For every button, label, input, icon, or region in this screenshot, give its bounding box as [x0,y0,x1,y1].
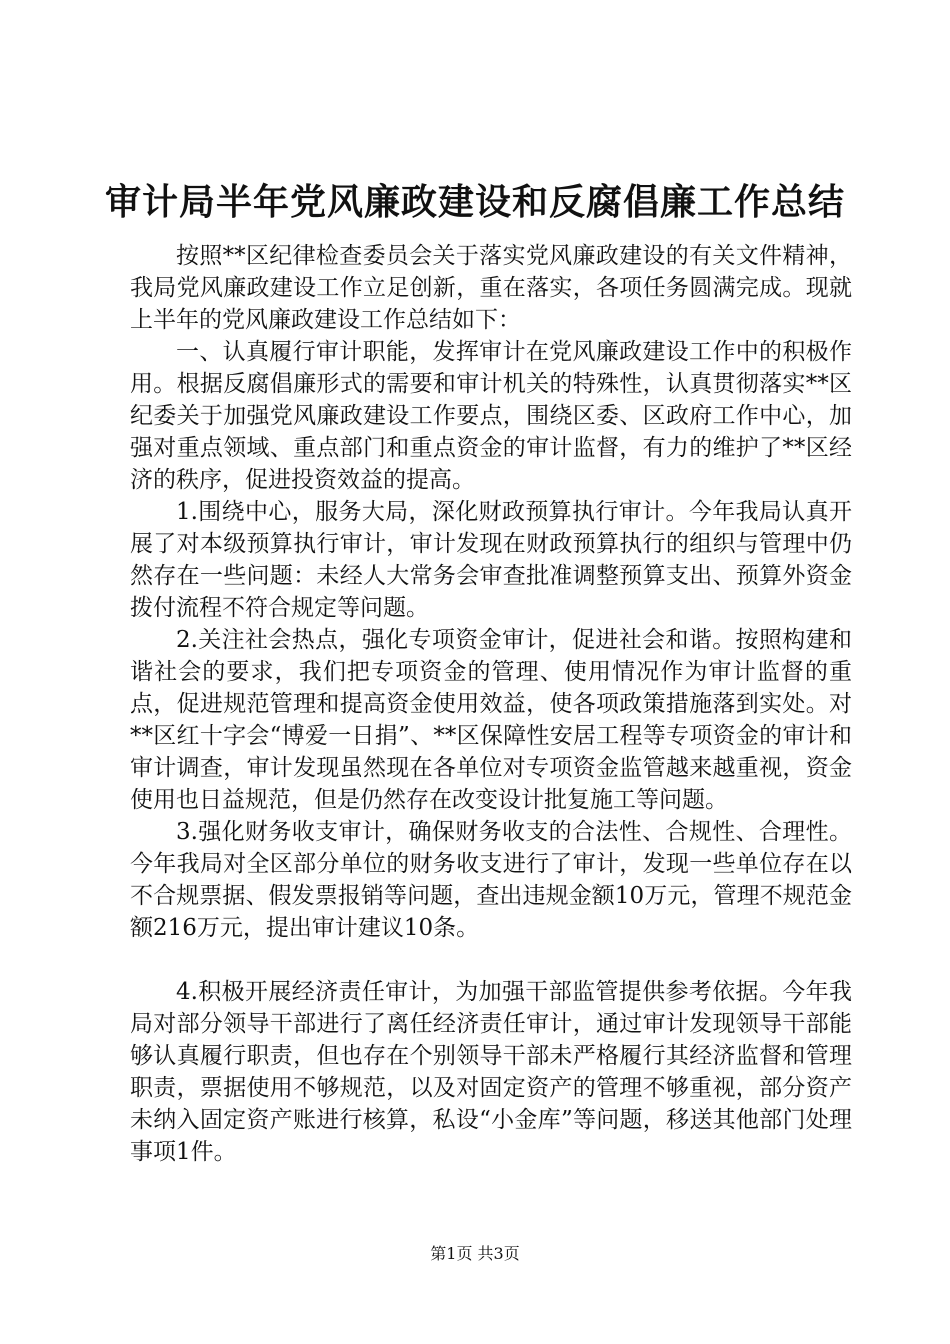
page-number-footer: 第1页 共3页 [430,1244,520,1263]
paragraph-item-2: 2.关注社会热点，强化专项资金审计，促进社会和谐。按照构建和谐社会的要求，我们把专项资金的管理、使用情况作为审计监督的重点，促进规范管理和提高资金使用效益，使各项政策措施落到实处。对**区红十字会“博爱一日捐”、**区保障性安居工程等专项资金的审计和审计调查，审计发现虽然现在各单位对专项资金监管越来越重视，资金使用也日益规范，但是仍然存在改变设计批复施工等问题。 [130,627,852,813]
document-body [130,240,852,1168]
document-title: 审计局半年党风廉政建设和反腐倡廉工作总结 [104,181,845,223]
paragraph-section-1: 一、认真履行审计职能，发挥审计在党风廉政建设工作中的积极作用。根据反腐倡廉形式的需要和审计机关的特殊性，认真贯彻落实**区纪委关于加强党风廉政建设工作要点，围绕区委、区政府工作中心，加强对重点领域、重点部门和重点资金的审计监督，有力的维护了**区经济的秩序，促进投资效益的提高。 [130,339,852,493]
paragraph-item-4: 4.积极开展经济责任审计，为加强干部监管提供参考依据。今年我局对部分领导干部进行了离任经济责任审计，通过审计发现领导干部能够认真履行职责，但也存在个别领导干部未严格履行其经济监督和管理职责，票据使用不够规范，以及对固定资产的管理不够重视，部分资产未纳入固定资产账进行核算，私设“小金库”等问题，移送其他部门处理事项1件。 [130,979,852,1165]
paragraph-intro: 按照**区纪律检查委员会关于落实党风廉政建设的有关文件精神，我局党风廉政建设工作立足创新，重在落实，各项任务圆满完成。现就上半年的党风廉政建设工作总结如下： [130,243,852,333]
paragraph-item-3: 3.强化财务收支审计，确保财务收支的合法性、合规性、合理性。今年我局对全区部分单位的财务收支进行了审计，发现一些单位存在以不合规票据、假发票报销等问题，查出违规金额10万元，管理不规范金额216万元，提出审计建议10条。 [130,819,852,941]
paragraph-item-1: 1.围绕中心，服务大局，深化财政预算执行审计。今年我局认真开展了对本级预算执行审计，审计发现在财政预算执行的组织与管理中仍然存在一些问题：未经人大常务会审查批准调整预算支出、预算外资金拨付流程不符合规定等问题。 [130,499,852,621]
paragraph-gap [130,944,852,976]
